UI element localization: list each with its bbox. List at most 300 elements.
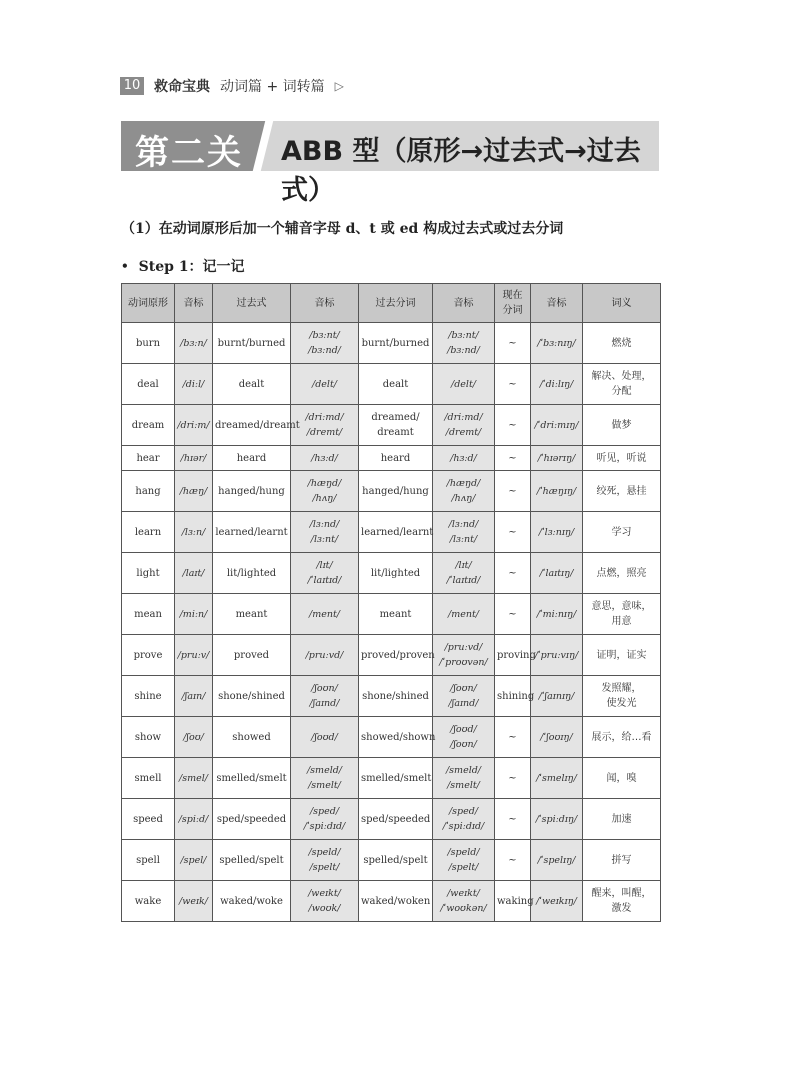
table-cell [583, 364, 661, 405]
cell-text: /ˈlaɪtɪŋ/ [539, 567, 574, 579]
header-label: 过去分词 [375, 297, 416, 309]
cell-text: /speld/ /spelt/ [308, 847, 341, 873]
cell-text: 证明，证实 [596, 649, 647, 661]
cell-text: burnt/burned [361, 337, 430, 349]
cell-text: 加速 [611, 813, 632, 825]
table-cell [531, 635, 583, 676]
cell-text: smelled/smelt [361, 772, 432, 784]
cell-text: shone/shined [218, 690, 285, 702]
table-row [122, 881, 661, 922]
table-cell [122, 799, 175, 840]
table-cell [583, 471, 661, 512]
table-cell [495, 717, 531, 758]
table-cell [213, 635, 291, 676]
banner-title: ABB 型（原形→过去式→过去式） [281, 136, 641, 206]
cell-text: dreamed/dreamt [215, 419, 300, 431]
cell-text: ~ [508, 378, 517, 390]
cell-text: waked/woke [220, 895, 283, 907]
cell-text: 绞死，悬挂 [596, 485, 647, 497]
table-cell [122, 405, 175, 446]
table-cell [213, 446, 291, 471]
table-cell [495, 471, 531, 512]
table-cell [583, 512, 661, 553]
header-label: 动词原形 [128, 297, 168, 309]
table-cell [583, 799, 661, 840]
cell-text: sped/speeded [216, 813, 287, 825]
cell-text: prove [133, 649, 163, 661]
book-title: 救命宝典 [154, 79, 210, 95]
table-cell [175, 446, 213, 471]
cell-text: /pruːv/ [177, 649, 210, 661]
cell-text: hanged/hung [218, 485, 285, 497]
table-row [122, 799, 661, 840]
page-number: 10 [120, 77, 144, 95]
cell-text: /ˈhɪərɪŋ/ [537, 452, 576, 464]
cell-text: ~ [508, 452, 517, 464]
table-cell [175, 758, 213, 799]
cell-text: /sped/ /ˈspiːdɪd/ [303, 806, 346, 832]
cell-text: /speld/ /spelt/ [447, 847, 480, 873]
header-ipa [175, 284, 213, 323]
cell-text: /spiːd/ [178, 813, 209, 825]
table-cell [583, 553, 661, 594]
table-row [122, 840, 661, 881]
cell-text: /driːmd/ /dremt/ [444, 412, 483, 438]
cell-text: spelled/spelt [219, 854, 284, 866]
cell-text: ~ [508, 526, 517, 538]
header-label: 音标 [453, 297, 474, 309]
table-cell [175, 676, 213, 717]
cell-text: /ˈspelɪŋ/ [537, 854, 576, 866]
table-cell [175, 364, 213, 405]
table-cell [495, 676, 535, 717]
cell-text: ~ [508, 854, 517, 866]
cell-text: proved [233, 649, 270, 661]
table-cell [495, 553, 531, 594]
table-cell [531, 717, 583, 758]
table-row [122, 323, 661, 364]
cell-text: /weɪk/ [179, 895, 208, 907]
table-cell [531, 446, 583, 471]
cell-text: light [136, 567, 160, 579]
table-cell [291, 553, 359, 594]
cell-text: ~ [508, 567, 517, 579]
cell-text: showed [232, 731, 271, 743]
cell-text: /ˈweɪkɪŋ/ [536, 895, 577, 907]
table-cell [495, 594, 531, 635]
header-meaning [583, 284, 661, 323]
table-cell [495, 799, 531, 840]
cell-text: 解决、处理， 分配 [591, 371, 652, 397]
table-cell [175, 881, 213, 922]
cell-text: deal [137, 378, 159, 390]
cell-text: ~ [508, 813, 517, 825]
table-cell [583, 446, 661, 471]
cell-text: /hæŋd/ /hʌŋ/ [307, 478, 342, 504]
cell-text: speed [133, 813, 163, 825]
chapter-title: 动词篇 + 词转篇 [220, 79, 325, 95]
table-cell [531, 471, 583, 512]
cell-text: /ʃoʊd/ [311, 731, 338, 743]
table-cell [175, 323, 213, 364]
cell-text: 燃烧 [611, 337, 632, 349]
table-cell [359, 512, 433, 553]
watermark: ​ [638, 850, 642, 859]
table-cell [531, 594, 583, 635]
table-cell [359, 758, 433, 799]
table-cell [433, 512, 495, 553]
cell-text: lit/lighted [226, 567, 277, 579]
table-cell [359, 840, 433, 881]
cell-text: /ˈlɜːnɪŋ/ [538, 526, 575, 538]
table-cell [213, 676, 291, 717]
table-cell [122, 717, 175, 758]
header-label: 现在 分词 [502, 290, 523, 316]
table-cell [213, 553, 291, 594]
table-cell [291, 676, 359, 717]
header-present-ipa [531, 284, 583, 323]
step-label: Step 1：记一记 [138, 259, 245, 275]
table-cell [213, 512, 291, 553]
cell-text: dealt [382, 378, 409, 390]
cell-text: ~ [508, 608, 517, 620]
cell-text: hang [135, 485, 161, 497]
header-past-ipa [291, 284, 359, 323]
table-cell [213, 758, 291, 799]
table-cell [531, 553, 583, 594]
table-cell [583, 635, 661, 676]
cell-text: learn [134, 526, 162, 538]
table-cell [583, 840, 661, 881]
table-cell [531, 405, 583, 446]
table-cell [359, 405, 433, 446]
cell-text: /lɜːnd/ /lɜːnt/ [309, 519, 340, 545]
cell-text: /ˈpruːvɪŋ/ [534, 649, 579, 661]
cell-text: meant [379, 608, 412, 620]
cell-text: 发照耀， 使发光 [601, 683, 642, 709]
table-cell [291, 323, 359, 364]
cell-text: burn [135, 337, 161, 349]
table-cell [531, 364, 583, 405]
table-cell [531, 881, 583, 922]
cell-text: /bɜːn/ [180, 337, 207, 349]
table-cell [359, 635, 433, 676]
table-cell [433, 717, 495, 758]
table-row [122, 635, 661, 676]
table-cell [291, 364, 359, 405]
cell-text: /driːmd/ /dremt/ [305, 412, 344, 438]
header-label: 音标 [183, 297, 204, 309]
cell-text: ~ [508, 419, 517, 431]
table-cell [433, 799, 495, 840]
table-row [122, 758, 661, 799]
cell-text: /weɪkt/ /woʊk/ [308, 888, 341, 914]
cell-text: shone/shined [362, 690, 429, 702]
cell-text: /diːl/ [182, 378, 205, 390]
cell-text: hanged/hung [362, 485, 429, 497]
table-cell [583, 323, 661, 364]
cell-text: /smel/ [179, 772, 208, 784]
cell-text: wake [134, 895, 162, 907]
verb-table [121, 283, 661, 922]
banner-stage-label: 第二关 [135, 133, 243, 173]
table-cell [291, 471, 359, 512]
table-cell [213, 717, 291, 758]
cell-text: /delt/ [312, 378, 337, 390]
play-arrow-icon: ▷ [334, 79, 344, 93]
cell-text: /ʃoʊn/ /ʃaɪnd/ [448, 683, 479, 709]
table-cell [359, 594, 433, 635]
cell-text: /ˈdiːlɪŋ/ [539, 378, 574, 390]
cell-text: smell [134, 772, 162, 784]
cell-text: /lɪt/ /ˈlaɪtɪd/ [307, 560, 342, 586]
cell-text: /driːm/ [177, 419, 210, 431]
table-cell [213, 323, 291, 364]
cell-text: show [134, 731, 162, 743]
table-cell [291, 758, 359, 799]
table-row [122, 717, 661, 758]
header-past [213, 284, 291, 323]
table-cell [213, 364, 291, 405]
section-subtitle: （1）在动词原形后加一个辅音字母 d、t 或 ed 构成过去式或过去分词 [121, 221, 564, 237]
cell-text: smelled/smelt [216, 772, 287, 784]
table-cell [122, 758, 175, 799]
header-label: 音标 [314, 297, 335, 309]
header-verb [122, 284, 175, 323]
table-cell [531, 840, 583, 881]
cell-text: /ʃaɪn/ [181, 690, 206, 702]
cell-text: /spel/ [180, 854, 207, 866]
table-cell [433, 840, 495, 881]
cell-text: learned/learnt [361, 526, 434, 538]
table-cell [433, 676, 495, 717]
table-cell [433, 405, 495, 446]
table-cell [433, 323, 495, 364]
table-cell [122, 512, 175, 553]
cell-text: meant [235, 608, 268, 620]
cell-text: burnt/burned [217, 337, 286, 349]
table-cell [291, 840, 359, 881]
cell-text: /miːn/ [179, 608, 208, 620]
cell-text: proved/proven [361, 649, 435, 661]
table-row [122, 512, 661, 553]
table-cell [495, 840, 531, 881]
table-cell [291, 405, 359, 446]
table-cell [583, 881, 661, 922]
cell-text: ~ [508, 337, 517, 349]
cell-text: ~ [508, 731, 517, 743]
table-cell [583, 594, 661, 635]
cell-text: 学习 [611, 526, 632, 538]
cell-text: shine [134, 690, 162, 702]
table-cell [291, 512, 359, 553]
table-cell [531, 323, 583, 364]
table-cell [122, 594, 175, 635]
header-participle [359, 284, 433, 323]
cell-text: /bɜːnt/ /bɜːnd/ [447, 330, 480, 356]
table-cell [359, 799, 433, 840]
cell-text: /ˈsmelɪŋ/ [536, 772, 577, 784]
table-cell [495, 364, 531, 405]
cell-text: dream [131, 419, 165, 431]
table-row [122, 364, 661, 405]
cell-text: heard [236, 452, 267, 464]
bullet-icon: • [121, 259, 129, 273]
table-cell [531, 676, 583, 717]
table-cell [291, 881, 359, 922]
table-cell [359, 323, 433, 364]
table-cell [213, 405, 300, 446]
table-cell [583, 405, 661, 446]
table-cell [359, 446, 433, 471]
cell-text: /smeld/ /smelt/ [306, 765, 343, 791]
header-present-participle [495, 284, 531, 323]
running-header [120, 76, 344, 96]
table-cell [122, 323, 175, 364]
cell-text: /ˈʃaɪnɪŋ/ [538, 690, 575, 702]
cell-text: /ment/ [309, 608, 340, 620]
table-cell [122, 676, 175, 717]
cell-text: /delt/ [451, 378, 476, 390]
table-cell [495, 323, 531, 364]
cell-text: proving [497, 649, 536, 661]
cell-text: 意思，意味， 用意 [591, 601, 652, 627]
table-cell [122, 471, 175, 512]
cell-text: waked/woken [361, 895, 431, 907]
table-cell [291, 717, 359, 758]
cell-text: heard [380, 452, 411, 464]
cell-text: /ˈmiːnɪŋ/ [536, 608, 577, 620]
table-cell [213, 799, 291, 840]
cell-text: /lɪt/ /ˈlaɪtɪd/ [446, 560, 481, 586]
table-cell [433, 635, 495, 676]
table-cell [175, 717, 213, 758]
table-cell [495, 446, 531, 471]
table-cell [359, 881, 433, 922]
cell-text: /sped/ /ˈspiːdɪd/ [442, 806, 485, 832]
cell-text: /ʃoʊ/ [183, 731, 204, 743]
table-cell [495, 635, 536, 676]
header-label: 音标 [546, 297, 567, 309]
table-cell [495, 881, 534, 922]
table-cell [433, 446, 495, 471]
table-cell [122, 881, 175, 922]
cell-text: /laɪt/ [182, 567, 205, 579]
table-cell [359, 553, 433, 594]
cell-text: /lɜːn/ [181, 526, 206, 538]
table-cell [433, 758, 495, 799]
section-banner [121, 121, 659, 206]
table-cell [175, 512, 213, 553]
table-header-row [122, 284, 661, 323]
header-label: 过去式 [236, 297, 267, 309]
table-cell [122, 635, 175, 676]
cell-text: 醒来，叫醒， 激发 [591, 888, 652, 914]
cell-text: 闻，嗅 [606, 772, 637, 784]
table-cell [495, 512, 531, 553]
step-heading [121, 256, 245, 276]
table-cell [175, 405, 213, 446]
cell-text: shining [497, 690, 535, 702]
cell-text: learned/learnt [215, 526, 288, 538]
table-cell [213, 881, 291, 922]
cell-text: /hɜːd/ [450, 452, 477, 464]
cell-text: /ˈbɜːnɪŋ/ [537, 337, 576, 349]
cell-text: /ˈʃoʊɪŋ/ [540, 731, 573, 743]
cell-text: 点燃，照亮 [596, 567, 647, 579]
table-cell [175, 471, 213, 512]
cell-text: mean [134, 608, 162, 620]
table-cell [213, 840, 291, 881]
table-cell [495, 758, 531, 799]
table-cell [583, 717, 661, 758]
table-cell [531, 799, 583, 840]
cell-text: /ˈdriːmɪŋ/ [534, 419, 579, 431]
header-label: 词义 [611, 297, 632, 309]
table-cell [175, 840, 213, 881]
table-cell [122, 446, 175, 471]
table-row [122, 553, 661, 594]
cell-text: dealt [238, 378, 265, 390]
cell-text: 做梦 [611, 419, 632, 431]
cell-text: /hɜːd/ [311, 452, 338, 464]
cell-text: /smeld/ /smelt/ [445, 765, 482, 791]
table-cell [122, 553, 175, 594]
table-cell [433, 881, 495, 922]
cell-text: /ʃoʊn/ /ʃaɪnd/ [309, 683, 340, 709]
cell-text: sped/speeded [361, 813, 431, 825]
cell-text: /ment/ [448, 608, 479, 620]
table-cell [433, 364, 495, 405]
table-cell [433, 471, 495, 512]
table-cell [122, 364, 175, 405]
table-row [122, 471, 661, 512]
table-cell [213, 594, 291, 635]
table-cell [291, 799, 359, 840]
cell-text: /hæŋd/ /hʌŋ/ [446, 478, 481, 504]
table-cell [583, 676, 661, 717]
table-cell [495, 405, 531, 446]
cell-text: showed/shown [361, 731, 436, 743]
cell-text: ~ [508, 772, 517, 784]
table-cell [531, 758, 583, 799]
table-cell [175, 635, 213, 676]
table-cell [291, 635, 359, 676]
cell-text: 拼写 [611, 854, 632, 866]
table-cell [359, 676, 433, 717]
cell-text: 展示，给…看 [591, 731, 652, 743]
table-cell [291, 446, 359, 471]
table-cell [359, 717, 436, 758]
cell-text: /pruːvd/ /ˈproʊvən/ [439, 642, 488, 668]
table-cell [359, 471, 433, 512]
table-cell [213, 471, 291, 512]
table-cell [175, 594, 213, 635]
cell-text: /ʃoʊd/ /ʃoʊn/ [450, 724, 477, 750]
cell-text: /ˈspiːdɪŋ/ [535, 813, 578, 825]
cell-text: hear [136, 452, 160, 464]
table-row [122, 676, 661, 717]
table-cell [583, 758, 661, 799]
cell-text: ~ [508, 485, 517, 497]
cell-text: spell [136, 854, 160, 866]
cell-text: spelled/spelt [363, 854, 428, 866]
cell-text: /hæŋ/ [179, 485, 208, 497]
header-participle-ipa [433, 284, 495, 323]
cell-text: /bɜːnt/ /bɜːnd/ [308, 330, 341, 356]
table-cell [175, 799, 213, 840]
cell-text: /hɪər/ [180, 452, 207, 464]
